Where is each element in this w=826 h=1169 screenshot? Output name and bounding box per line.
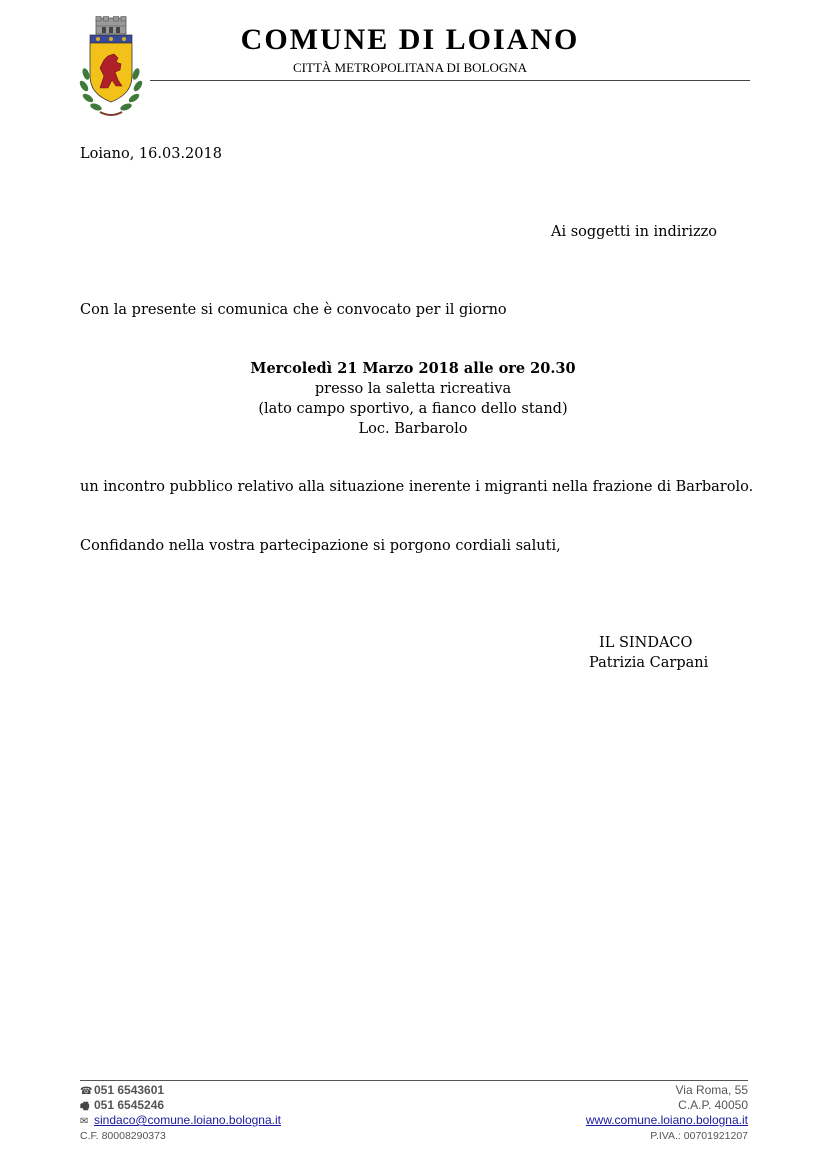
footer-email — [80, 1113, 281, 1129]
signature-title: IL SINDACO — [599, 635, 693, 651]
phone-icon: ☎ — [80, 1086, 93, 1097]
municipality-subtitle: CITTÀ METROPOLITANA DI BOLOGNA — [292, 60, 528, 75]
website-link[interactable]: www.comune.loiano.bologna.it — [585, 1113, 748, 1127]
letter-date: Loiano, 16.03.2018 — [80, 146, 222, 162]
letter-closing: Confidando nella vostra partecipazione si porgono cordiali saluti, — [80, 538, 561, 554]
letter-intro: Con la presente si comunica che è convocato per il giorno — [80, 302, 507, 318]
email-icon: ✉ — [80, 1116, 89, 1127]
header-divider — [150, 80, 750, 81]
event-details — [80, 359, 746, 439]
footer-divider — [80, 1080, 748, 1081]
footer-phone: ☎ 051 6543601 — [80, 1083, 165, 1097]
event-place-line-2: (lato campo sportivo, a fianco dello stand) — [258, 401, 568, 417]
crown-icon — [96, 16, 126, 34]
event-place-line-1: presso la saletta ricreativa — [314, 381, 512, 397]
footer-cap: C.A.P. 40050 — [678, 1098, 748, 1112]
letter-recipient: Ai soggetti in indirizzo — [551, 224, 717, 240]
letter-body: un incontro pubblico relativo alla situazione inerente i migranti nella frazione di Barbarolo. — [80, 479, 754, 495]
footer-cf: C.F. 80008290373 — [80, 1130, 166, 1142]
footer-piva: P.IVA.: 00701921207 — [650, 1130, 748, 1142]
signature-name: Patrizia Carpani — [589, 655, 709, 671]
event-place-line-3: Loc. Barbarolo — [358, 421, 468, 437]
footer-fax: 🖷 051 6545246 — [80, 1098, 165, 1112]
municipality-title: COMUNE DI LOIANO — [240, 23, 580, 56]
footer-address: Via Roma, 55 — [675, 1083, 748, 1097]
event-datetime: Mercoledì 21 Marzo 2018 alle ore 20.30 — [250, 360, 576, 377]
footer-website — [586, 1113, 748, 1128]
email-link[interactable]: sindaco@comune.loiano.bologna.it — [94, 1113, 281, 1127]
fax-icon: 🖷 — [80, 1101, 90, 1112]
coat-of-arms-logo — [78, 16, 144, 120]
